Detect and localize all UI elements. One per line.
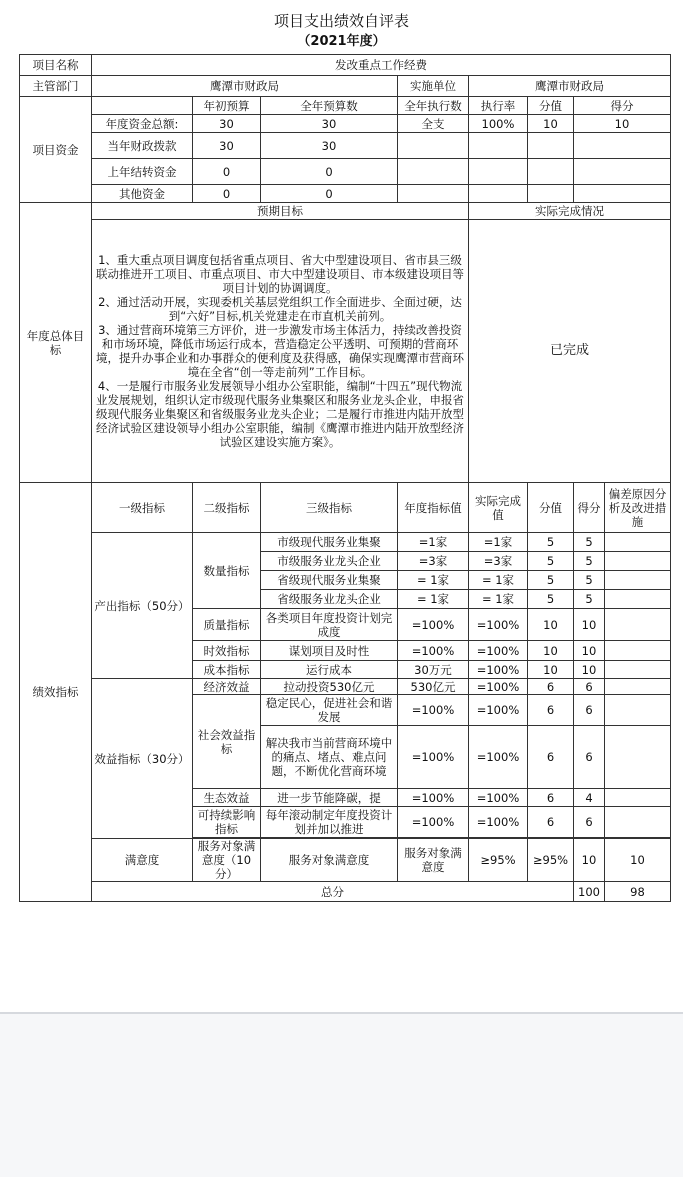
funds-header-weight: 分值 <box>528 97 574 115</box>
indicator-name: 谋划项目及时性 <box>261 641 398 661</box>
indicator-target: = 1家 <box>398 571 469 590</box>
indicator-score: 6 <box>574 807 605 838</box>
funds-row-initial: 30 <box>193 133 261 159</box>
indicator-name: 市级服务业龙头企业 <box>261 552 398 571</box>
indicator-actual: =100% <box>469 789 528 807</box>
funds-row-annual: 0 <box>261 185 398 203</box>
indicator-actual: = 1家 <box>469 571 528 590</box>
indicator-deviation <box>605 641 671 661</box>
dept-value: 鹰潭市财政局 <box>92 76 398 97</box>
indicator-actual: = 1家 <box>469 590 528 609</box>
ecological-indicator-label: 生态效益 <box>193 789 261 807</box>
indicator-target: =100% <box>398 641 469 661</box>
indicator-target: =100% <box>398 807 469 838</box>
funds-row-score <box>574 159 671 185</box>
funds-row-score <box>574 185 671 203</box>
indicator-score: 6 <box>574 679 605 695</box>
indicator-name: 每年滚动制定年度投资计划并加以推进 <box>261 807 398 838</box>
indicator-actual: =100% <box>469 661 528 679</box>
goal-item: 1、重大重点项目调度包括省重点项目、省大中型建设项目、省市县三级联动推进开工项目、市重点项目、市大中型建设项目、市本级建设项目等项目计划的协调调度。 <box>96 253 464 295</box>
indicator-deviation <box>605 789 671 807</box>
indicator-deviation <box>605 661 671 679</box>
satisfaction-weight: 10 <box>574 839 605 882</box>
satisfaction-level3: 服务对象满意度 <box>398 839 469 882</box>
indicator-name: 拉动投资530亿元 <box>261 679 398 695</box>
indicator-score: 6 <box>574 695 605 726</box>
funds-row-executed <box>398 133 469 159</box>
funds-row-rate: 100% <box>469 115 528 133</box>
indicator-score: 5 <box>574 533 605 552</box>
funds-row-executed <box>398 185 469 203</box>
funds-row-weight: 10 <box>528 115 574 133</box>
funds-row-weight <box>528 159 574 185</box>
goal-item: 2、通过活动开展，实现委机关基层党组织工作全面进步、全面过硬，达到“六好”目标,机关党建走在市直机关前列。 <box>98 295 462 323</box>
satisfaction-level2: 服务对象满意度 <box>261 839 398 882</box>
indicator-score: 5 <box>574 590 605 609</box>
indicator-deviation <box>605 533 671 552</box>
indicator-target: =100% <box>398 726 469 789</box>
funds-row-rate <box>469 159 528 185</box>
funds-row-annual: 0 <box>261 159 398 185</box>
funds-header-initial: 年初预算 <box>193 97 261 115</box>
indicator-actual: =100% <box>469 695 528 726</box>
indicator-target: 30万元 <box>398 661 469 679</box>
indicator-actual: =100% <box>469 726 528 789</box>
indicator-actual: =3家 <box>469 552 528 571</box>
quality-indicator-label: 质量指标 <box>193 609 261 641</box>
indicator-deviation <box>605 695 671 726</box>
indicator-score: 10 <box>574 641 605 661</box>
perf-header-deviation: 偏差原因分析及改进措施 <box>605 483 671 533</box>
funds-section-label: 项目资金 <box>20 97 92 203</box>
indicator-weight: 5 <box>528 571 574 590</box>
indicator-actual: =100% <box>469 679 528 695</box>
total-weight: 100 <box>574 882 605 902</box>
satisfaction-actual: ≥95% <box>528 839 574 882</box>
indicator-target: =100% <box>398 695 469 726</box>
indicator-score: 10 <box>574 661 605 679</box>
funds-header-executed: 全年执行数 <box>398 97 469 115</box>
funds-header-score: 得分 <box>574 97 671 115</box>
satisfaction-level1: 服务对象满意度（10分） <box>193 839 261 882</box>
indicator-weight: 6 <box>528 679 574 695</box>
performance-section-label: 绩效指标 <box>20 483 92 902</box>
indicator-score: 5 <box>574 552 605 571</box>
indicator-score: 10 <box>574 609 605 641</box>
funds-row-weight <box>528 133 574 159</box>
funds-row-initial: 30 <box>193 115 261 133</box>
unit-label: 实施单位 <box>398 76 469 97</box>
indicator-weight: 6 <box>528 789 574 807</box>
perf-header-actual: 实际完成值 <box>469 483 528 533</box>
indicator-name: 进一步节能降碳，提 <box>261 789 398 807</box>
indicator-name: 稳定民心，促进社会和谐发展 <box>261 695 398 726</box>
indicator-target: =3家 <box>398 552 469 571</box>
indicator-actual: =100% <box>469 609 528 641</box>
funds-row-initial: 0 <box>193 159 261 185</box>
indicator-score: 5 <box>574 571 605 590</box>
funds-row-label: 年度资金总额: <box>92 115 193 133</box>
indicator-target: =100% <box>398 609 469 641</box>
indicator-deviation <box>605 609 671 641</box>
indicator-name: 省级现代服务业集聚 <box>261 571 398 590</box>
blank-footer-area <box>0 1012 683 1177</box>
funds-header-blank <box>92 97 193 115</box>
unit-value: 鹰潭市财政局 <box>469 76 671 97</box>
indicator-weight: 6 <box>528 726 574 789</box>
cost-indicator-label: 成本指标 <box>193 661 261 679</box>
indicator-weight: 5 <box>528 590 574 609</box>
output-indicator-label: 产出指标（50分） <box>92 533 193 679</box>
project-name-value: 发改重点工作经费 <box>92 55 671 76</box>
page-title: 项目支出绩效自评表 <box>273 12 409 30</box>
indicator-deviation <box>605 679 671 695</box>
indicator-deviation <box>605 571 671 590</box>
perf-header-target: 年度指标值 <box>398 483 469 533</box>
indicator-score: 4 <box>574 789 605 807</box>
goals-actual-header: 实际完成情况 <box>469 203 671 220</box>
indicator-actual: =100% <box>469 641 528 661</box>
page-subtitle: （2021年度） <box>297 34 386 49</box>
funds-header-rate: 执行率 <box>469 97 528 115</box>
indicator-weight: 5 <box>528 533 574 552</box>
perf-header-level2: 二级指标 <box>193 483 261 533</box>
funds-row-annual: 30 <box>261 133 398 159</box>
funds-row-initial: 0 <box>193 185 261 203</box>
quantity-indicator-label: 数量指标 <box>193 533 261 609</box>
indicator-weight: 10 <box>528 609 574 641</box>
economic-indicator-label: 经济效益 <box>193 679 261 695</box>
perf-header-weight: 分值 <box>528 483 574 533</box>
total-label: 总分 <box>92 882 574 902</box>
indicator-name: 各类项目年度投资计划完成度 <box>261 609 398 641</box>
benefit-indicator-label: 效益指标（30分） <box>92 679 193 839</box>
sustainable-indicator-label: 可持续影响指标 <box>193 807 261 838</box>
funds-row-rate <box>469 133 528 159</box>
funds-row-label: 当年财政拨款 <box>92 133 193 159</box>
indicator-deviation <box>605 552 671 571</box>
indicator-score: 6 <box>574 726 605 789</box>
timeliness-indicator-label: 时效指标 <box>193 641 261 661</box>
social-indicator-label: 社会效益指标 <box>193 695 261 789</box>
indicator-weight: 5 <box>528 552 574 571</box>
funds-row-weight <box>528 185 574 203</box>
indicator-weight: 10 <box>528 641 574 661</box>
goal-item: 3、通过营商环境第三方评价，进一步激发市场主体活力，持续改善投资和市场环境，降低市场运行成本，营造稳定公平透明、可预期的营商环境，提升办事企业和办事群众的便利度及获得感，确保实现鹰潭市营商环境在全省“创一等走前列”工作目标。 <box>96 323 464 379</box>
goals-section-label: 年度总体目标 <box>20 203 92 483</box>
goal-item: 4、一是履行市服务业发展领导小组办公室职能，编制“十四五”现代物流业发展规划，组织认定市级现代服务业集聚区和服务业龙头企业，申报省级现代服务业集聚区和省级服务业龙头企业；二是履行市推进内陆开放型经济试验区建设领导小组办公室职能，编制《鹰潭市推进内陆开放型经济试验区建设实施方案》。 <box>96 379 464 449</box>
satisfaction-score: 10 <box>605 839 671 882</box>
funds-row-score <box>574 133 671 159</box>
goals-expected-header: 预期目标 <box>92 203 469 220</box>
satisfaction-target: ≥95% <box>469 839 528 882</box>
goals-expected-text <box>92 220 469 483</box>
indicator-deviation <box>605 807 671 838</box>
indicator-target: =1家 <box>398 533 469 552</box>
funds-header-annual: 全年预算数 <box>261 97 398 115</box>
indicator-target: 530亿元 <box>398 679 469 695</box>
project-name-label: 项目名称 <box>20 55 92 76</box>
indicator-weight: 6 <box>528 807 574 838</box>
perf-header-score: 得分 <box>574 483 605 533</box>
indicator-name: 运行成本 <box>261 661 398 679</box>
indicator-target: =100% <box>398 789 469 807</box>
indicator-actual: =1家 <box>469 533 528 552</box>
goals-actual-value: 已完成 <box>469 220 671 483</box>
funds-row-score: 10 <box>574 115 671 133</box>
satisfaction-section-label: 满意度 <box>92 839 193 882</box>
indicator-target: = 1家 <box>398 590 469 609</box>
perf-header-level1: 一级指标 <box>92 483 193 533</box>
total-score: 98 <box>605 882 671 902</box>
indicator-weight: 6 <box>528 695 574 726</box>
funds-row-label: 其他资金 <box>92 185 193 203</box>
perf-header-level3: 三级指标 <box>261 483 398 533</box>
evaluation-table <box>19 54 671 902</box>
funds-row-executed <box>398 159 469 185</box>
indicator-name: 省级服务业龙头企业 <box>261 590 398 609</box>
indicator-name: 市级现代服务业集聚 <box>261 533 398 552</box>
funds-row-executed: 全支 <box>398 115 469 133</box>
funds-row-label: 上年结转资金 <box>92 159 193 185</box>
indicator-name: 解决我市当前营商环境中的痛点、堵点、难点问题，不断优化营商环境 <box>261 726 398 789</box>
dept-label: 主管部门 <box>20 76 92 97</box>
funds-row-annual: 30 <box>261 115 398 133</box>
indicator-deviation <box>605 590 671 609</box>
indicator-actual: =100% <box>469 807 528 838</box>
indicator-weight: 10 <box>528 661 574 679</box>
funds-row-rate <box>469 185 528 203</box>
indicator-deviation <box>605 726 671 789</box>
